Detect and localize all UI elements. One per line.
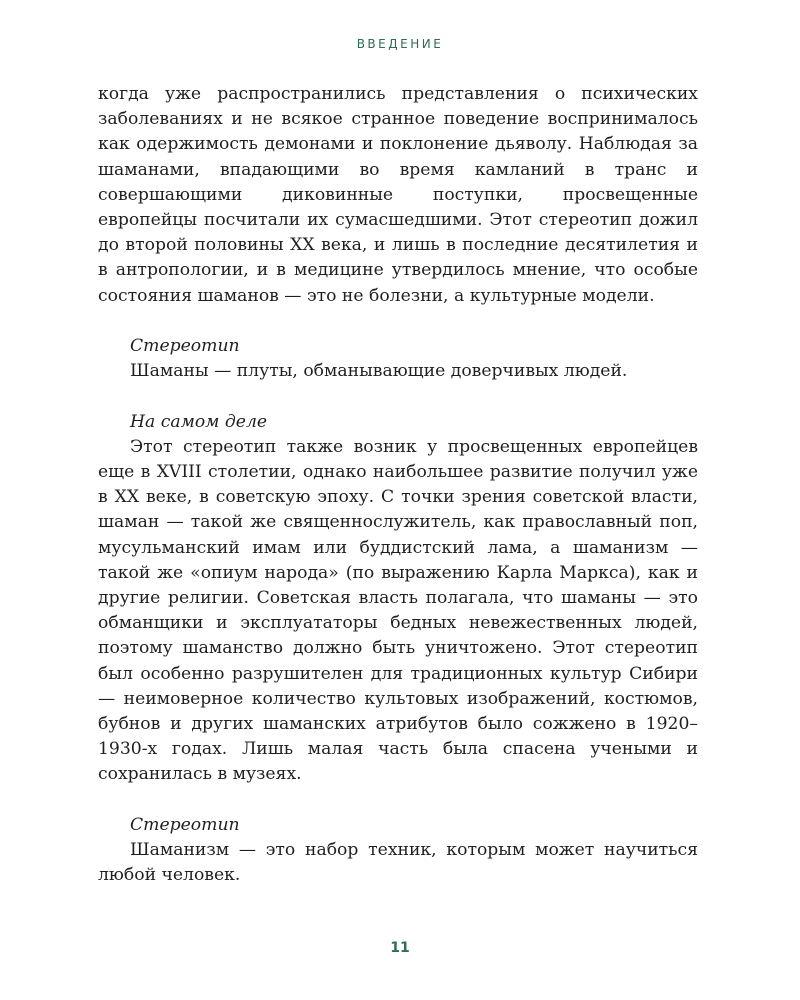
section-stereotype-2 <box>98 813 698 889</box>
opening-paragraph: когда уже распространились представления о психических заболеваниях и не всякое странное поведение воспринималось как одержимость демонами и поклонение дьяволу. Наблюдая за шаманами, впадающими во время камланий в транс и совершающими диковинные поступки, просвещенные европейцы посчитали их сумасшедшими. Этот стереотип дожил до второй половины XX века, и лишь в последние десятилетия и в антропологии, и в медицине утвердилось мнение, что особые состояния шаманов — это не болезни, а культурные модели. <box>98 84 698 306</box>
section-reality <box>98 410 698 788</box>
section-heading: Стереотип <box>130 336 240 357</box>
section-paragraph: Шаманизм — это набор техник, которым может научиться любой человек. <box>98 840 698 886</box>
section-paragraph: Этот стереотип также возник у просвещенных европейцев еще в XVIII столетии, однако наибольшее развитие получил уже в XX веке, в советскую эпоху. С точки зрения советской власти, шаман — такой же священнослужитель, как православный поп, мусульманский имам или буддистский лама, а шаманизм — такой же «опиум народа» (по выражению Карла Маркса), как и другие религии. Советская власть полагала, что шаманы — это обманщики и эксплуататоры бедных невежественных людей, поэтому шаманство должно быть уничтожено. Этот стереотип был особенно разрушителен для традиционных культур Сибири — неимоверное количество культовых изображений, костюмов, бубнов и других шаманских атрибутов было сожжено в 1920–1930-х годах. Лишь малая часть была спасена учеными и сохранилась в музеях. <box>98 436 698 785</box>
running-header: ВВЕДЕНИЕ <box>356 37 444 51</box>
section-heading: На самом деле <box>130 411 268 432</box>
section-heading: Стереотип <box>130 814 240 835</box>
section-stereotype-1 <box>98 334 698 384</box>
page-number: 11 <box>390 940 410 956</box>
body-text <box>98 82 698 888</box>
section-paragraph: Шаманы — плуты, обманывающие доверчивых людей. <box>130 361 628 382</box>
